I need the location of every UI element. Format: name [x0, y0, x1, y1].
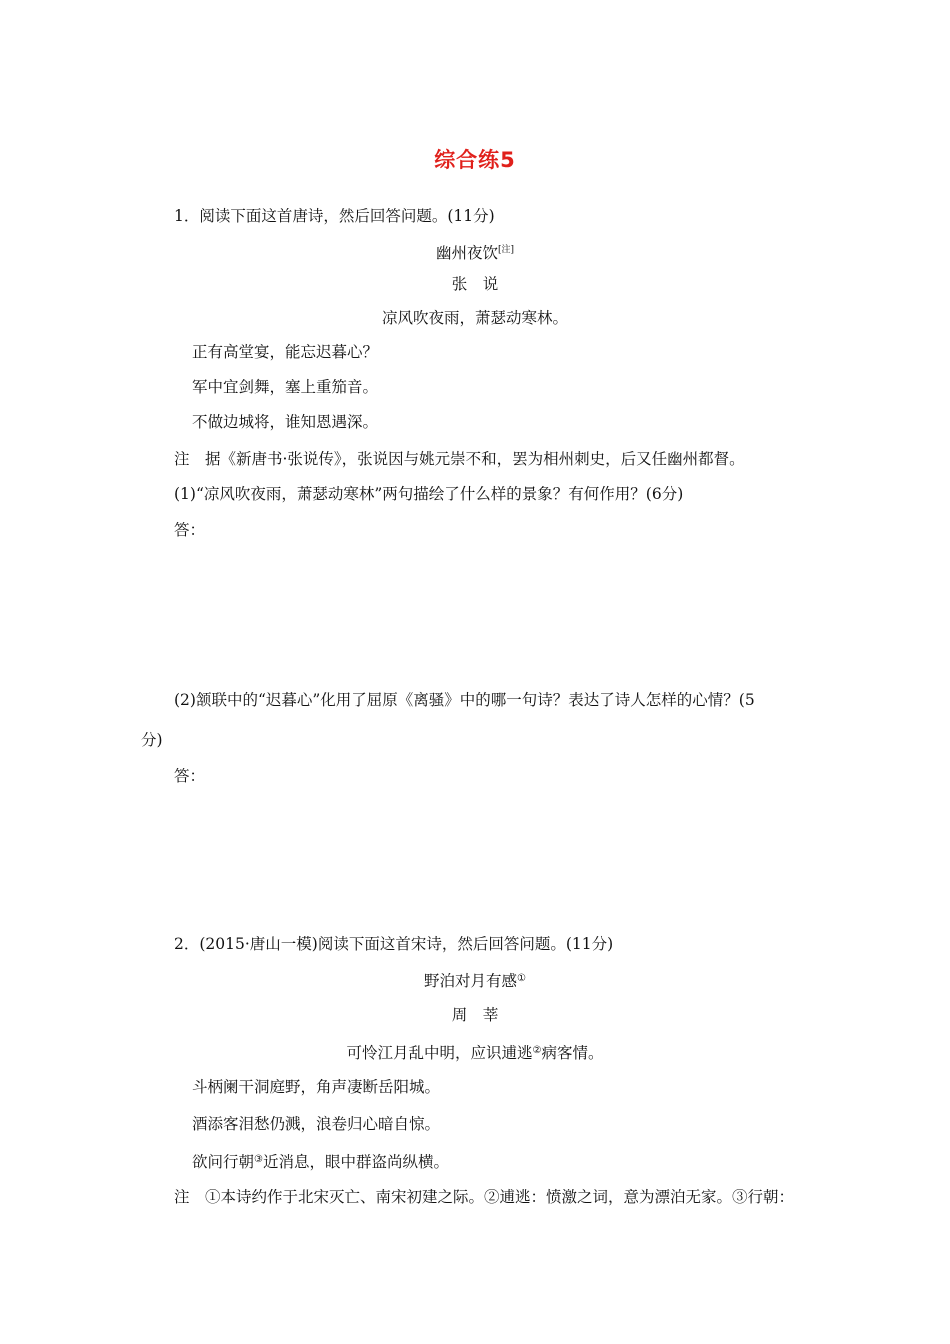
question-2-stem: 2．(2015·唐山一模)阅读下面这首宋诗，然后回答问题。(11分) [174, 935, 614, 953]
poem-1-line: 不做边城将，谁知恩遇深。 [192, 413, 379, 431]
poem-1-line: 军中宜剑舞，塞上重笳音。 [192, 378, 379, 396]
poem-2-line: 斗柄阑干洞庭野，角声凄断岳阳城。 [192, 1078, 441, 1096]
question-1-sub-2: (2)颔联中的“迟暮心”化用了屈原《离骚》中的哪一句诗？表达了诗人怎样的心情？(5 [174, 691, 755, 709]
poem-1-author: 张 说 [451, 275, 499, 293]
poem-2-title [0, 969, 950, 991]
poem-2-author: 周 莘 [451, 1006, 499, 1024]
answer-1-label: 答： [174, 521, 206, 539]
poem-2-title-text: 野泊对月有感 [424, 972, 518, 990]
poem-1-title-text: 幽州夜饮 [435, 244, 498, 262]
poem-2-line-text: 近消息，眼中群盗尚纵横。 [262, 1153, 449, 1171]
poem-2-line [192, 1150, 449, 1172]
answer-2-label: 答： [174, 767, 206, 785]
page-title: 综合练5 [434, 148, 516, 172]
poem-1-line: 凉风吹夜雨，萧瑟动寒林。 [381, 309, 568, 327]
question-1-stem: 1．阅读下面这首唐诗，然后回答问题。(11分) [174, 207, 495, 225]
poem-1-note: 注 据《新唐书·张说传》，张说因与姚元崇不和，罢为相州刺史，后又任幽州都督。 [174, 450, 745, 468]
footnote-marker: ③ [254, 1154, 263, 1165]
footnote-marker: ① [517, 973, 526, 984]
poem-2-line-text: 病客情。 [541, 1044, 604, 1062]
poem-1-title-note-marker: [注] [497, 245, 515, 255]
poem-2-line: 酒添客泪愁仍溅，浪卷归心暗自惊。 [192, 1115, 441, 1133]
poem-2-note: 注 ①本诗约作于北宋灭亡、南宋初建之际。②逋逃：愤激之词，意为漂泊无家。③行朝： [174, 1188, 795, 1206]
question-1-sub-1: (1)“凉风吹夜雨，萧瑟动寒林”两句描绘了什么样的景象？有何作用？(6分) [174, 485, 684, 503]
poem-2-line [0, 1041, 950, 1063]
poem-1-line: 正有高堂宴，能忘迟暮心？ [192, 343, 379, 361]
poem-2-line-text: 可怜江月乱中明，应识逋逃 [346, 1044, 533, 1062]
footnote-marker: ② [532, 1045, 542, 1056]
poem-1-title [0, 240, 950, 263]
question-1-sub-2-continued: 分) [141, 731, 163, 749]
poem-2-line-text: 欲问行朝 [192, 1153, 255, 1171]
